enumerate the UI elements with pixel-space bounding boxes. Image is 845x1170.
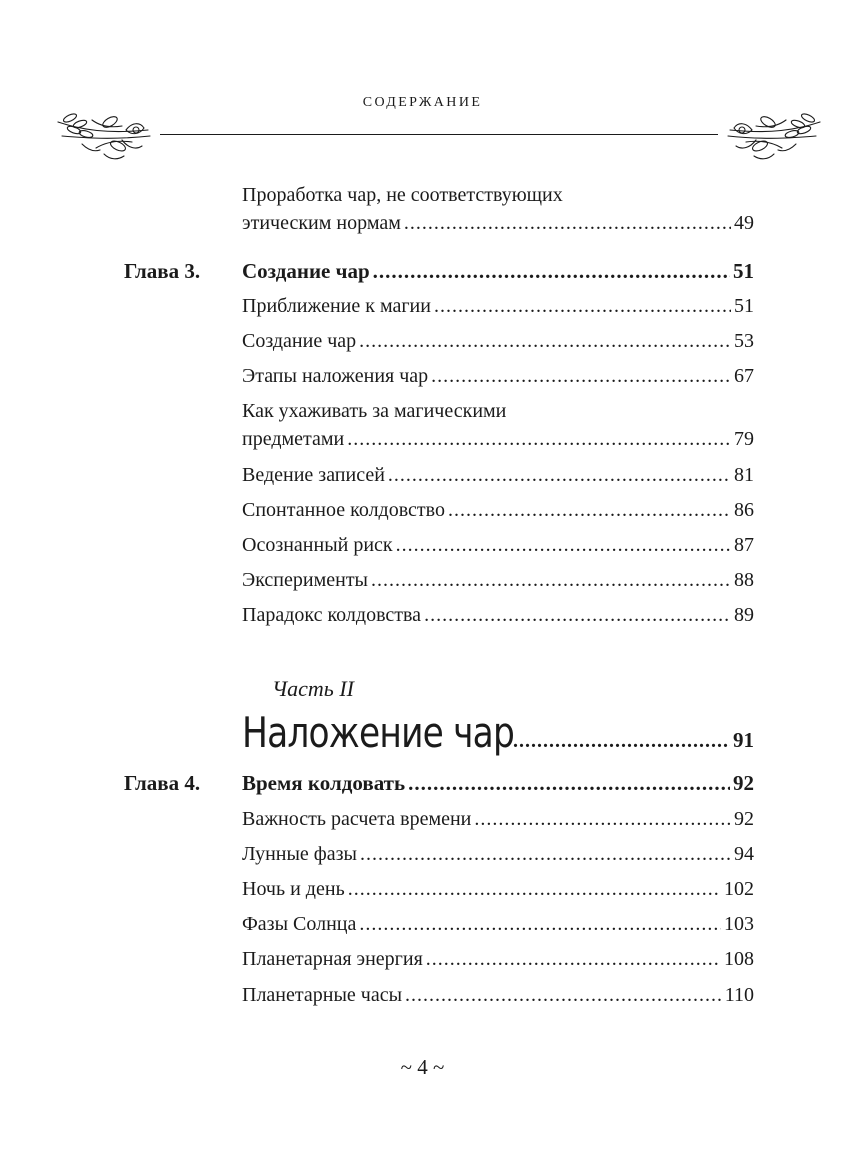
- leader-dots: [347, 426, 731, 452]
- toc-page-number: 67: [734, 365, 754, 387]
- leader-dots: [426, 946, 721, 972]
- toc-page-number: 110: [724, 984, 754, 1006]
- leader-dots: [371, 567, 731, 593]
- leader-dots: [431, 363, 731, 389]
- toc-entry-title: Лунные фазы: [242, 843, 357, 865]
- toc-entry[interactable]: [242, 876, 754, 902]
- toc-entry[interactable]: [242, 398, 754, 452]
- toc-page-number: 108: [724, 948, 754, 970]
- chapter-label: Глава 3.: [124, 259, 201, 283]
- leader-dots: [359, 328, 731, 354]
- leader-dots: [405, 982, 722, 1008]
- toc-entry-title: Планетарные часы: [242, 984, 403, 1006]
- toc-page-number: 92: [733, 771, 754, 795]
- page-number: ~ 4 ~: [400, 1055, 445, 1079]
- toc-entry[interactable]: [242, 567, 754, 593]
- toc-entry-title: предметами: [242, 428, 345, 450]
- toc-entry-title: Парадокс колдовства: [242, 604, 422, 626]
- part-label: Часть II: [272, 676, 354, 701]
- toc-page-number: 88: [734, 569, 754, 591]
- toc-entry[interactable]: [242, 497, 754, 523]
- toc-entry-title-line1: Проработка чар, не соответствующих: [242, 184, 563, 206]
- toc-entry[interactable]: [242, 328, 754, 354]
- toc-entry-title: Ночь и день: [242, 878, 345, 900]
- toc-page-number: 87: [734, 534, 754, 556]
- toc-entry-title: Планетарная энергия: [242, 948, 423, 970]
- chapter-label: Глава 4.: [124, 771, 201, 795]
- toc-entry-title: Эксперименты: [242, 569, 368, 591]
- running-header: СОДЕРЖАНИЕ: [362, 95, 483, 110]
- leader-dots: [359, 911, 721, 937]
- toc-entry[interactable]: [242, 841, 754, 867]
- chapter-title: Создание чар: [242, 259, 370, 283]
- chapter-title: Время колдовать: [242, 771, 406, 795]
- toc-entry-title: Ведение записей: [242, 464, 385, 486]
- leader-dots: [513, 730, 730, 753]
- toc-page-number: 51: [734, 295, 754, 317]
- toc-chapter-entry[interactable]: [242, 258, 754, 284]
- toc-entry-title: Спонтанное колдовство: [242, 499, 445, 521]
- toc-part-entry[interactable]: [242, 705, 754, 761]
- leader-dots: [448, 497, 731, 523]
- leader-dots: [474, 806, 731, 832]
- toc-entry-title: Этапы наложения чар: [242, 365, 429, 387]
- toc-page-number: 102: [724, 878, 754, 900]
- leader-dots: [404, 210, 731, 236]
- toc-page-number: 103: [724, 913, 754, 935]
- toc-entry[interactable]: [242, 363, 754, 389]
- toc-page-number: 94: [734, 843, 754, 865]
- toc-entry[interactable]: [242, 806, 754, 832]
- toc-entry[interactable]: [242, 462, 754, 488]
- toc-entry-title-line1: Как ухаживать за магическими: [242, 400, 507, 422]
- leader-dots: [434, 293, 731, 319]
- toc-page-number: 53: [734, 330, 754, 352]
- toc-entry-title: этическим нормам: [242, 212, 401, 234]
- toc-page-number: 51: [733, 259, 754, 283]
- leader-dots: [388, 462, 731, 488]
- toc-entry-title: Важность расчета времени: [242, 808, 472, 830]
- toc-entry[interactable]: [242, 946, 754, 972]
- toc-entry-title: Создание чар: [242, 330, 357, 352]
- toc-entry[interactable]: [242, 182, 754, 236]
- toc-entry[interactable]: [242, 602, 754, 628]
- toc-entry-title: Осознанный риск: [242, 534, 393, 556]
- part-title: Наложение чар: [242, 708, 514, 757]
- toc-page-number: 86: [734, 499, 754, 521]
- leader-dots: [348, 876, 721, 902]
- toc-entry[interactable]: [242, 532, 754, 558]
- leader-dots: [396, 532, 731, 558]
- toc-page-number: 91: [733, 728, 754, 752]
- toc-entry[interactable]: [242, 293, 754, 319]
- leader-dots: [408, 770, 730, 796]
- toc-page-number: 79: [734, 428, 754, 450]
- toc-entry-title: Фазы Солнца: [242, 913, 357, 935]
- toc-chapter-entry[interactable]: [242, 770, 754, 796]
- toc-page-number: 92: [734, 808, 754, 830]
- leader-dots: [373, 258, 730, 284]
- leader-dots: [360, 841, 731, 867]
- toc-page-number: 49: [734, 212, 754, 234]
- toc-entry-title: Приближение к магии: [242, 295, 431, 317]
- toc-page-number: 89: [734, 604, 754, 626]
- toc-page-number: 81: [734, 464, 754, 486]
- toc-entry[interactable]: [242, 982, 754, 1008]
- toc-entry[interactable]: [242, 911, 754, 937]
- leader-dots: [424, 602, 731, 628]
